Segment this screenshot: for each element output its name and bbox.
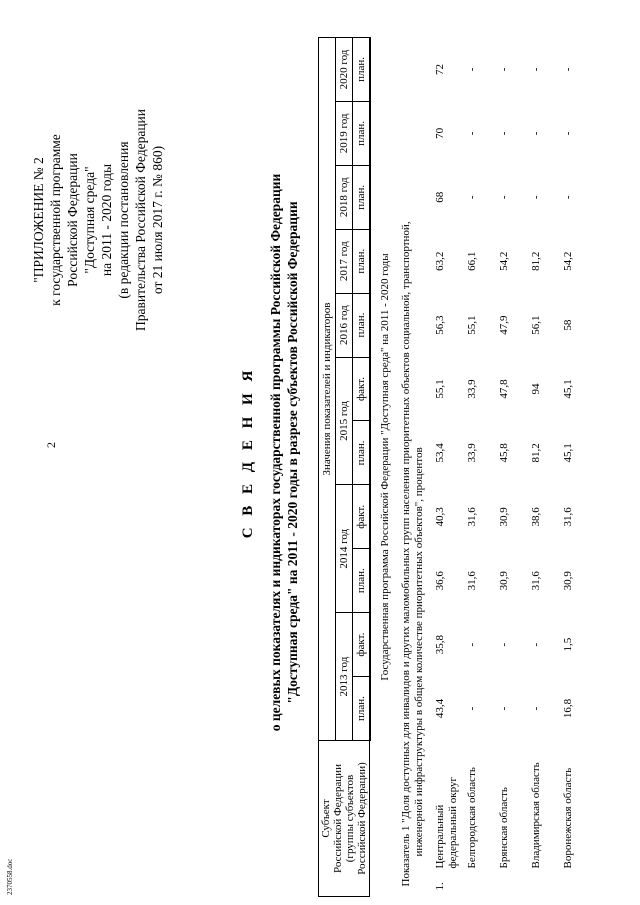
year-header: 2019 год [335, 101, 352, 165]
value-cell: 38,6 [529, 507, 542, 527]
appendix-block [30, 60, 166, 380]
value-cell: 55,1 [465, 315, 478, 335]
values-header: Значения показателей и индикаторов [319, 38, 336, 741]
year-header: 2013 год [335, 613, 352, 741]
table-row [528, 38, 560, 897]
value-cell: 72 [433, 63, 446, 75]
plan-header: план. [352, 229, 369, 293]
appendix-line: "Доступная среда" [82, 166, 97, 274]
value-cell: 45,1 [561, 379, 574, 399]
table-row [432, 38, 464, 897]
value-cell: 1,5 [561, 637, 574, 652]
plan-header: план. [352, 677, 369, 741]
value-cell: - [529, 706, 542, 711]
value-cell: 33,9 [465, 443, 478, 463]
region-name-line: федеральный округ [446, 777, 459, 869]
plan-header: план. [352, 549, 369, 613]
indicators-table [318, 37, 592, 897]
region-name-line: Белгородская область [465, 767, 478, 869]
fact-header: факт. [352, 485, 369, 549]
row-number [496, 871, 528, 897]
value-cell: 40,3 [433, 507, 446, 527]
region-name-line: Воронежская область [561, 767, 574, 869]
value-cell: 16,8 [561, 698, 574, 719]
value-cell: 31,6 [465, 571, 478, 591]
plan-header: план. [352, 421, 369, 485]
region-name-line: Владимирская область [529, 762, 542, 869]
appendix-line: на 2011 - 2020 годы [99, 163, 114, 277]
appendix-line: (в редакции постановления [116, 141, 131, 299]
plan-header: план. [352, 165, 369, 229]
year-header: 2020 год [335, 38, 352, 102]
value-cell: 30,9 [497, 507, 510, 527]
value-cell: - [465, 195, 478, 200]
fact-header: факт. [352, 357, 369, 421]
value-cell: 30,9 [497, 571, 510, 591]
value-cell: - [529, 642, 542, 647]
value-cell: 33,9 [465, 379, 478, 399]
value-cell: 30,9 [561, 571, 574, 591]
appendix-line: Российской Федерации [65, 153, 80, 287]
page-number: 2 [44, 442, 58, 448]
fact-header: факт. [352, 613, 369, 677]
row-number: 1. [433, 882, 446, 891]
value-cell: - [497, 195, 510, 200]
value-cell: 81,2 [529, 443, 542, 463]
title-line-1: о целевых показателях и индикаторах государственной программы Российской Федерации [268, 173, 283, 732]
plan-header: план. [352, 101, 369, 165]
table-row [560, 38, 592, 897]
value-cell: 81,2 [529, 251, 542, 271]
value-cell: 56,1 [529, 315, 542, 335]
title-main: С В Е Д Е Н И Я [240, 366, 256, 539]
appendix-line: Правительства Российской Федерации [133, 109, 148, 331]
year-header: 2017 год [335, 229, 352, 293]
value-cell: 31,6 [529, 571, 542, 591]
region-name [496, 740, 528, 870]
appendix-line: от 21 июля 2017 г. № 860) [150, 145, 165, 295]
program-title: Государственная программа Российской Федерации "Доступная среда" на 2011 - 2020 годы [378, 253, 391, 681]
indicator-title: Показатель 1 "Доля доступных для инвалидов и других маломобильных групп населения приоритетных объектов социальной, транспортной, инженерной инфраструктуры в общем количестве приоритетных объектов", процентов [399, 221, 425, 887]
value-cell: - [561, 67, 574, 72]
value-cell: 94 [529, 383, 542, 395]
value-cell: 58 [561, 319, 574, 331]
data-rows [432, 38, 592, 897]
region-name [528, 740, 560, 870]
value-cell: 36,6 [433, 571, 446, 591]
region-name-line: Брянская область [497, 787, 510, 869]
value-cell: 54,2 [561, 251, 574, 271]
value-cell: 47,8 [497, 379, 510, 399]
value-cell: - [497, 706, 510, 711]
value-cell: - [497, 67, 510, 72]
value-cell: - [561, 195, 574, 200]
year-header: 2016 год [335, 293, 352, 357]
region-name [432, 740, 464, 870]
value-cell: - [465, 131, 478, 136]
row-number [464, 871, 496, 897]
row-number [560, 871, 592, 897]
value-cell: - [465, 642, 478, 647]
value-cell: 31,6 [561, 507, 574, 527]
value-cell: 31,6 [465, 507, 478, 527]
value-cell: 54,2 [497, 251, 510, 271]
value-cell: - [465, 67, 478, 72]
value-cell: - [497, 642, 510, 647]
value-cell: - [529, 195, 542, 200]
value-cell: - [561, 131, 574, 136]
row-number [528, 871, 560, 897]
title-line-2: "Доступная среда" на 2011 - 2020 годы в разрезе субъектов Российской Федерации [285, 201, 300, 704]
region-name-line: Центральный [433, 804, 446, 869]
appendix-line: к государственной программе [48, 134, 63, 306]
plan-header: план. [352, 293, 369, 357]
indicators-table-wrap [318, 37, 592, 897]
value-cell: 45,1 [561, 443, 574, 463]
document-code: 2370558.doc [6, 858, 14, 895]
year-header: 2018 год [335, 165, 352, 229]
document-title [240, 0, 301, 905]
value-cell: 70 [433, 127, 446, 139]
value-cell: - [497, 131, 510, 136]
value-cell: 45,8 [497, 443, 510, 463]
region-name [464, 740, 496, 870]
value-cell: 63,2 [433, 251, 446, 271]
value-cell: 47,9 [497, 315, 510, 335]
appendix-line: "ПРИЛОЖЕНИЕ № 2 [31, 157, 46, 283]
table-row [496, 38, 528, 897]
value-cell: - [465, 706, 478, 711]
value-cell: 55,1 [433, 379, 446, 399]
plan-header: план. [352, 38, 369, 102]
year-header: 2015 год [335, 357, 352, 485]
region-name [560, 740, 592, 870]
value-cell: - [529, 67, 542, 72]
value-cell: 53,4 [433, 443, 446, 463]
value-cell: 43,4 [433, 698, 446, 719]
value-cell: 35,8 [433, 635, 446, 655]
value-cell: 68 [433, 191, 446, 203]
value-cell: 66,1 [465, 251, 478, 271]
subject-header: Субъект Российской Федерации (группы субъектов Российской Федерации) [319, 740, 370, 896]
table-row [464, 38, 496, 897]
value-cell: - [529, 131, 542, 136]
value-cell: 56,3 [433, 315, 446, 335]
year-header: 2014 год [335, 485, 352, 613]
